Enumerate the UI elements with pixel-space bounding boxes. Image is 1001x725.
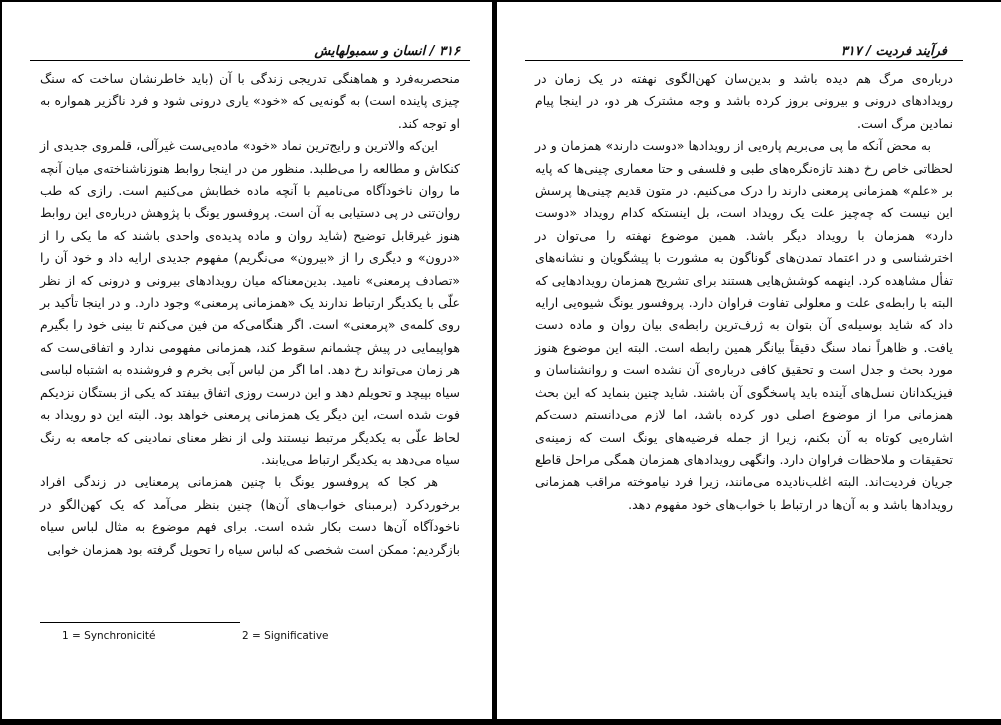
right-page bbox=[525, 0, 963, 719]
footnotes bbox=[42, 630, 460, 646]
header-rule bbox=[525, 60, 963, 61]
page-frame-bottom bbox=[0, 719, 1001, 725]
page-frame-left bbox=[0, 0, 2, 725]
body-text bbox=[535, 68, 953, 516]
book-spine bbox=[492, 0, 497, 725]
footnote-2: 2 = Significative bbox=[242, 630, 329, 642]
paragraph: این‌که والاترین و رایج‌ترین نماد «خود» ماده‌یی‌ست غیرآلی، قلمروی جدیدی از کنکاش و مطالعه را می‌طلبد. منظور من در اینجا روابط هنوزناشناخته‌ی میان آنچه ما روان ناخودآگاه می‌نامیم با آنچه ماده خطابش می‌کنیم است. رازی که طب روان‌تنی در پی دستیابی به آن است. پروفسور یونگ با پژوهش درباره‌ی این روابط هنوز غیرقابل توضیح (شاید روان و ماده پدیده‌ی واحدی باشند که ما یکی را از «درون» و دیگری را از «بیرون» می‌نگریم) مفهوم جدیدی ارایه داد و خود آن را «تصادف پرمعنی» نامید. بدین‌معناکه میان رویدادهای بیرونی و درونی که از نظر علّی با یکدیگر ارتباط ندارند یک «همزمانی پرمعنی» وجود دارد. و در اینجا تأکید بر روی کلمه‌ی «پرمعنی» است. اگر هنگامی‌که من فین می‌کنم تا بینی خود را بگیرم هواپیمایی در پیش چشمانم سقوط کند، همزمانی مفهومی ندارد و اتفاقی‌ست که هر زمان می‌تواند رخ دهد. اما اگر من لباس آبی بخرم و فروشنده به اشتباه لباسی سیاه بپیچد و تحویلم دهد و این درست روزی اتفاق بیفتد که یکی از بستگان نزدیکم فوت شده است، این دیگر یک همزمانی پرمعنی خواهد بود. البته این دو رویداد به لحاظ علّی به یکدیگر مرتبط نیستند ولی از نظر معنای نمادینی که جامعه به رنگ سیاه می‌دهد به یکدیگر ارتباط می‌یابند. bbox=[40, 138, 460, 467]
header-text: فرآیند فردیت / ۳۱۷ bbox=[840, 44, 947, 59]
left-page bbox=[30, 0, 470, 719]
paragraph: به محض آنکه ما پی می‌بریم پاره‌یی از رویدادها «دوست دارند» همزمان و در لحظاتی خاص رخ دهند تازه‌نگره‌های طبی و فلسفی و حتا معماری چینی‌ها که پایه بر «علم» همزمانی پرمعنی دارند را درک می‌کنیم. در متون قدیم چینی‌ها پرسش این نیست که چه‌چیز علت یک رویداد است، بل اینستکه کدام رویداد «دوست دارد» همزمان با رویداد دیگر باشد. همین موضوع نهفته را می‌توان در اخترشناسی و در اعتماد تمدن‌های گوناگون به مشورت با پیشگویان و نشانه‌های تفأل مشاهده کرد. اینهمه کوشش‌هایی هستند برای تشریح همزمان رویدادهایی که البته با رابطه‌ی علت و معلولی تفاوت فراوان دارد. پروفسور یونگ شیوه‌یی ارایه داد که شاید بوسیله‌ی آن بتوان به ژرف‌ترین رابطه‌ی بیان روان و ماده دست یافت. و ظاهراً نماد سنگ دقیقاً بیانگر همین رابطه است. البته این موضوع هنوز مورد بحث و جدل است و تحقیق کافی درباره‌ی آن نشده است و روانشناسان و فیزیکدانان نسل‌های آینده باید پاسخگوی آن باشند. شاید چنین بنماید که این بحث همزمانی مرا از موضوع اصلی دور کرده باشد، اما لازم می‌دانستم دست‌کم اشاره‌یی کوتاه به آن بکنم، زیرا از جمله فرضیه‌های یونگ است که زمینه‌ی تحقیقات و ملاحظات فراوان دارد. وانگهی رویدادهای همزمان همگی مراحل قاطع جریان فردیت‌اند. البته اغلب‌نادیده می‌مانند، زیرا فرد نیاموخته مراقب همزمانی رویدادها باشد و به آن‌ها در ارتباط با خواب‌های خود مفهوم دهد. bbox=[535, 138, 953, 512]
body-text bbox=[40, 68, 460, 561]
paragraph: هر کجا که پروفسور یونگ با چنین همزمانی پرمعنایی در زندگی افراد برخوردکرد (برمبنای خواب‌های آن‌ها) چنین بنظر می‌آمد که یک کهن‌الگو در ناخودآگاه آن‌ها دست بکار شده است. برای فهم موضوع به مثال لباس سیاه بازگردیم: ممکن است شخصی که لباس سیاه را تحویل گرفته بود همزمان خوابی bbox=[40, 474, 460, 557]
paragraph: درباره‌ی مرگ هم دیده باشد و بدین‌سان کهن‌الگوی نهفته در یک زمان در رویدادهای درونی و بیرونی بروز کرده باشد و وجه مشترک هر دو، در اینجا پیام نمادین مرگ است. bbox=[535, 71, 953, 131]
header-text: ۳۱۶ / انسان و سمبولهایش bbox=[314, 44, 460, 59]
footnote-1: 1 = Synchronicité bbox=[62, 630, 156, 642]
header-rule bbox=[30, 60, 470, 61]
paragraph: منحصربه‌فرد و هماهنگی تدریجی زندگی با آن (باید خاطرنشان ساخت که سنگ چیزی پاینده است) به گونه‌یی که «خود» یاری درونی شود و فرد ناگزیر همواره به او توجه کند. bbox=[40, 71, 460, 131]
footnote-rule bbox=[40, 622, 240, 623]
